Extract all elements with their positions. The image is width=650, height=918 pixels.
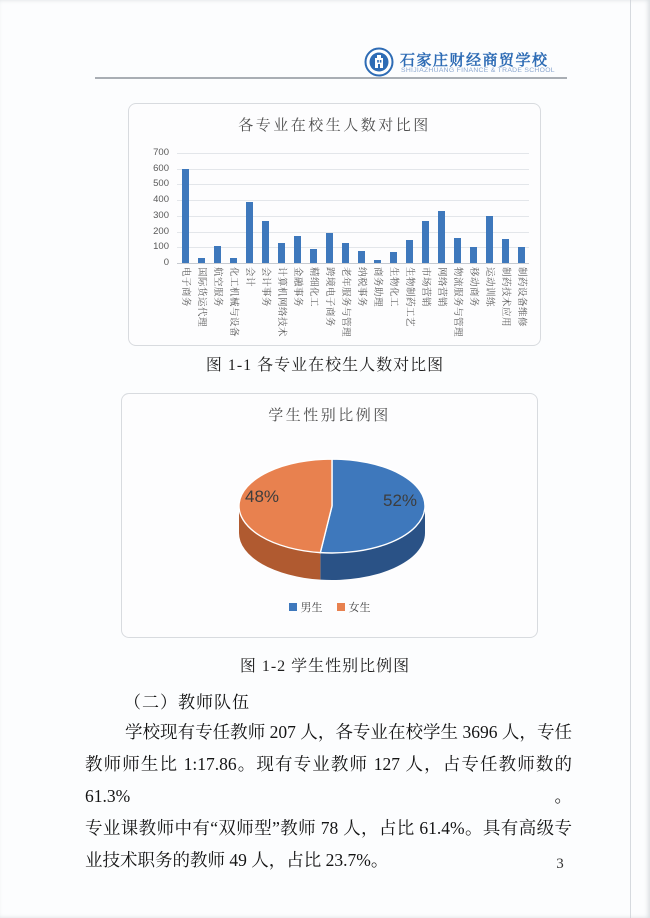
bar-series-column — [310, 249, 317, 263]
x-tick-label: 会计 — [244, 267, 255, 288]
pie-chart-title: 学生性别比例图 — [268, 407, 391, 424]
bar-x-axis — [177, 267, 529, 343]
legend-item-female — [337, 599, 371, 615]
x-tick-label: 计算机网络技术 — [276, 267, 287, 338]
y-tick-label: 0 — [163, 257, 169, 268]
pie-label-male: 52% — [382, 491, 418, 510]
section-heading: （二）教师队伍 — [124, 693, 250, 712]
y-tick-label: 600 — [153, 162, 169, 174]
bar-series-column — [438, 211, 445, 263]
x-tick-label: 航空服务 — [212, 267, 223, 308]
y-tick-label: 400 — [153, 194, 169, 206]
bar-series-column — [470, 247, 477, 263]
gridline — [177, 169, 529, 170]
x-tick-label: 市场营销 — [420, 267, 431, 308]
pie-legend — [122, 599, 537, 615]
bar-series-column — [294, 236, 301, 263]
body-text-line: 业技术职务的教师 49 人，占比 23.7%。 — [85, 850, 389, 870]
bar-series-column — [390, 252, 397, 263]
gridline — [177, 263, 529, 264]
x-tick-label: 会计事务 — [260, 267, 271, 308]
y-tick-label: 300 — [153, 209, 169, 221]
x-tick-label: 纳税事务 — [356, 267, 367, 308]
bar-series-column — [422, 221, 429, 263]
bar-series-column — [406, 240, 413, 263]
bar-series-column — [358, 251, 365, 263]
gridline — [177, 232, 529, 233]
y-tick-label: 700 — [153, 147, 169, 158]
bar-series-column — [278, 243, 285, 263]
bar-series-column — [502, 239, 509, 263]
female-legend-swatch — [337, 603, 345, 611]
pie-label-female: 48% — [244, 487, 280, 506]
pie-3d-graphic — [192, 426, 472, 586]
bar-series-column — [214, 246, 221, 263]
x-tick-label: 老年服务与管理 — [340, 267, 351, 338]
y-tick-label: 100 — [153, 241, 169, 253]
x-tick-label: 国际货运代理 — [196, 267, 207, 328]
school-name-english: SHIJIAZHUANG FINANCE & TRADE SCHOOL — [401, 67, 555, 74]
school-name: 石家庄财经商贸学校 — [400, 52, 549, 69]
x-tick-label: 商务助理 — [372, 267, 383, 308]
gridline — [177, 153, 529, 154]
x-tick-label: 制药技术应用 — [500, 267, 511, 328]
y-tick-label: 500 — [153, 178, 169, 190]
bar-series-column — [518, 247, 525, 264]
school-logo-icon — [364, 47, 394, 77]
body-text-line: 学校现有专任教师 207 人，各专业在校学生 3696 人，专任 — [125, 722, 572, 742]
x-tick-label: 化工机械与设备 — [228, 267, 239, 338]
x-tick-label: 网络营销 — [436, 267, 447, 308]
bar-series-column — [326, 233, 333, 263]
x-tick-label: 金融事务 — [292, 267, 303, 308]
figure1-caption: 图 1-1 各专业在校生人数对比图 — [205, 357, 445, 374]
bar-series-column — [198, 258, 205, 263]
gridline — [177, 216, 529, 217]
body-text-line: 教师师生比 1:17.86。现有专业教师 127 人，占专任教师数的 61.3%。 — [85, 754, 572, 806]
female-legend-label: 女生 — [348, 602, 371, 614]
x-tick-label: 物流服务与管理 — [452, 267, 463, 338]
x-tick-label: 跨境电子商务 — [324, 267, 335, 328]
pie-chart — [121, 393, 538, 638]
gridline — [177, 200, 529, 201]
figure2-caption: 图 1-2 学生性别比例图 — [239, 658, 411, 675]
x-tick-label: 运动训练 — [484, 267, 495, 308]
legend-item-male — [289, 599, 323, 615]
bar-series-column — [342, 243, 349, 263]
page-number: 3 — [556, 856, 564, 872]
bar-series-column — [262, 221, 269, 263]
x-tick-label: 移动商务 — [468, 267, 479, 308]
x-tick-label: 电子商务 — [180, 267, 191, 308]
x-tick-label: 精细化工 — [308, 267, 319, 308]
scan-page-edge — [630, 0, 631, 918]
bar-series-column — [230, 258, 237, 264]
bar-series-column — [374, 260, 381, 263]
male-legend-label: 男生 — [300, 602, 323, 614]
x-tick-label: 生物化工 — [388, 267, 399, 308]
body-text-line: 专业课教师中有“双师型”教师 78 人，占比 61.4%。具有高级专 — [85, 818, 572, 838]
bar-y-axis — [129, 147, 171, 268]
male-legend-swatch — [289, 603, 297, 611]
x-tick-label: 生物制药工艺 — [404, 267, 415, 328]
bar-series-column — [182, 169, 189, 263]
y-tick-label: 200 — [153, 225, 169, 237]
body-paragraph — [85, 716, 572, 876]
page-header — [0, 0, 650, 86]
bar-chart — [128, 103, 541, 346]
bar-chart-title: 各专业在校生人数对比图 — [238, 117, 431, 134]
bar-series-column — [486, 216, 493, 263]
bar-plot-area — [177, 153, 529, 263]
x-tick-label: 制药设备维修 — [516, 267, 527, 328]
bar-series-column — [454, 238, 461, 263]
gridline — [177, 184, 529, 185]
bar-series-column — [246, 202, 253, 263]
header-divider — [95, 77, 567, 79]
